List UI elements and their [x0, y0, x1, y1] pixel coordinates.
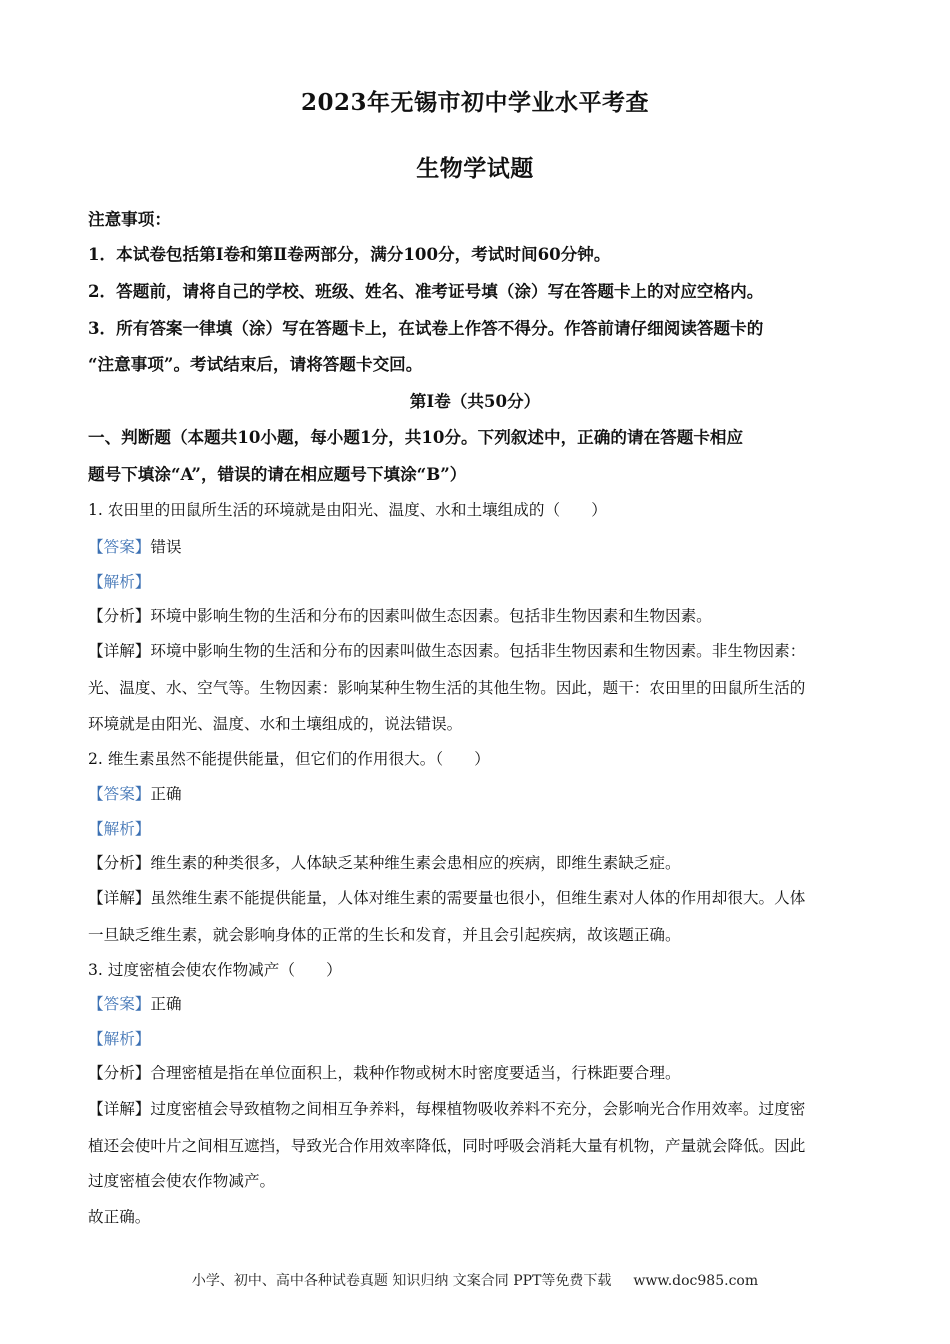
notice-item-1: 1．本试卷包括第Ⅰ卷和第Ⅱ卷两部分，满分100分，考试时间60分钟。: [88, 244, 611, 264]
q3-detail-line1: 过度密植会导致植物之间相互争养料，每棵植物吸收养料不充分，会影响光合作用效率。过度密: [150, 1100, 806, 1118]
analysis-tag: 【解析】: [88, 1030, 151, 1048]
fenxi-tag: 【分析】: [88, 1064, 151, 1082]
q1-question: 1. 农田里的田鼠所生活的环境就是由阳光、温度、水和土壤组成的（ ）: [88, 501, 607, 519]
q3-detail-line2: 植还会使叶片之间相互遮挡，导致光合作用效率降低，同时呼吸会消耗大量有机物，产量就会降低。因此: [88, 1137, 806, 1155]
q2-analysis-row: [88, 817, 862, 839]
detail-tag: 【详解】: [88, 1100, 151, 1118]
q3-detail-row: [88, 1097, 862, 1119]
part1-heading: 第Ⅰ卷（共50分）: [409, 391, 541, 411]
footer-url[interactable]: www.doc985.com: [633, 1273, 759, 1289]
q2-fenxi-row: [88, 851, 862, 873]
page-footer: [0, 1270, 950, 1290]
q1-fenxi: 环境中影响生物的生活和分布的因素叫做生态因素。包括非生物因素和生物因素。: [150, 607, 712, 625]
q2-detail-row: [88, 886, 862, 908]
q1-fenxi-row: [88, 604, 862, 626]
q1-detail-line2: 光、温度、水、空气等。生物因素：影响某种生物生活的其他生物。因此，题干：农田里的田鼠所生活的: [88, 679, 806, 697]
q1-detail-line1: 环境中影响生物的生活和分布的因素叫做生态因素。包括非生物因素和生物因素。非生物因素：: [150, 642, 806, 660]
footer-text: 小学、初中、高中各种试卷真题 知识归纳 文案合同 PPT等免费下载: [191, 1273, 612, 1289]
exam-subtitle: 生物学试题: [416, 155, 534, 182]
answer-tag: 【答案】: [88, 538, 151, 556]
q3-question: 3. 过度密植会使农作物减产（ ）: [88, 961, 342, 979]
q3-analysis-row: [88, 1027, 862, 1049]
q3-detail-line3: 过度密植会使农作物减产。: [88, 1172, 276, 1190]
fenxi-tag: 【分析】: [88, 854, 151, 872]
q1-answer: 错误: [150, 538, 182, 556]
detail-tag: 【详解】: [88, 889, 151, 907]
q2-answer-row: [88, 782, 862, 804]
q2-answer: 正确: [150, 785, 182, 803]
exam-title: 2023年无锡市初中学业水平考查: [300, 89, 649, 116]
q2-question: 2. 维生素虽然不能提供能量，但它们的作用很大。（ ）: [88, 750, 490, 768]
fenxi-tag: 【分析】: [88, 607, 151, 625]
q2-fenxi: 维生素的种类很多，人体缺乏某种维生素会患相应的疾病，即维生素缺乏症。: [150, 854, 681, 872]
answer-tag: 【答案】: [88, 785, 151, 803]
analysis-tag: 【解析】: [88, 820, 151, 838]
notice-heading: 注意事项：: [88, 209, 171, 229]
notice-item-3-line1: 3．所有答案一律填（涂）写在答题卡上，在试卷上作答不得分。作答前请仔细阅读答题卡的: [88, 318, 764, 338]
notice-item-2: 2．答题前，请将自己的学校、班级、姓名、准考证号填（涂）写在答题卡上的对应空格内。: [88, 281, 764, 301]
q1-detail-row: [88, 639, 862, 661]
q2-detail-line2: 一旦缺乏维生素，就会影响身体的正常的生长和发育，并且会引起疾病，故该题正确。: [88, 926, 681, 944]
notice-item-3-line2: “注意事项”。考试结束后，请将答题卡交回。: [88, 354, 423, 374]
q1-answer-row: [88, 535, 862, 557]
q3-answer-row: [88, 992, 862, 1014]
q3-fenxi: 合理密植是指在单位面积上，栽种作物或树木时密度要适当，行株距要合理。: [150, 1064, 681, 1082]
q1-detail-line3: 环境就是由阳光、温度、水和土壤组成的，说法错误。: [88, 715, 463, 733]
section-instruction-line1: 一、判断题（本题共10小题，每小题1分，共10分。下列叙述中，正确的请在答题卡相应: [88, 427, 744, 447]
q3-conclusion: 故正确。: [88, 1208, 151, 1226]
q3-answer: 正确: [150, 995, 182, 1013]
section-instruction-line2: 题号下填涂“A”，错误的请在相应题号下填涂“B”）: [88, 464, 467, 484]
q1-analysis-row: [88, 570, 862, 592]
q3-fenxi-row: [88, 1061, 862, 1083]
analysis-tag: 【解析】: [88, 573, 151, 591]
answer-tag: 【答案】: [88, 995, 151, 1013]
q2-detail-line1: 虽然维生素不能提供能量，人体对维生素的需要量也很小，但维生素对人体的作用却很大。人体: [150, 889, 806, 907]
detail-tag: 【详解】: [88, 642, 151, 660]
